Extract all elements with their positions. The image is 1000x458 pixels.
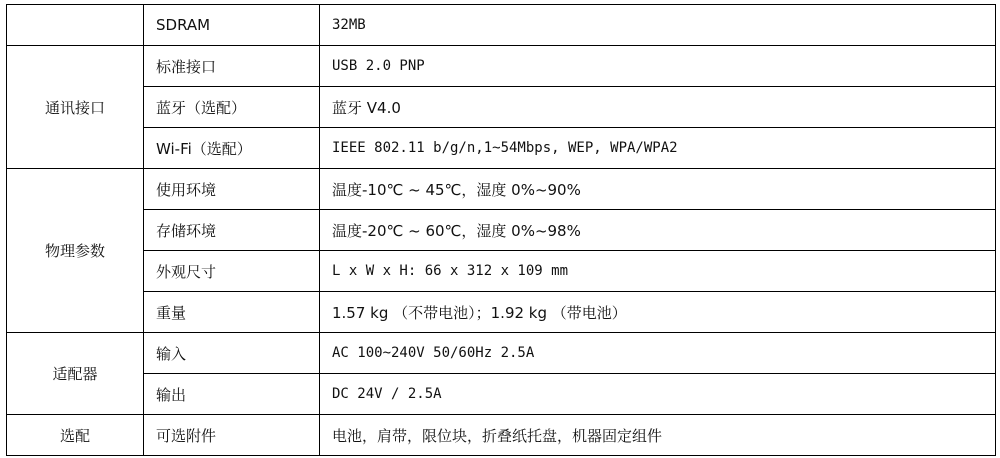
- table-row: [7, 374, 996, 415]
- table-row: [7, 333, 996, 374]
- group-label: 物理参数: [7, 169, 144, 333]
- table-row: [7, 87, 996, 128]
- param-value: USB 2.0 PNP: [320, 46, 996, 87]
- param-name: 输出: [144, 374, 320, 415]
- param-name: Wi-Fi（选配）: [144, 128, 320, 169]
- param-value: 电池，肩带，限位块，折叠纸托盘，机器固定组件: [320, 415, 996, 456]
- group-label: 适配器: [7, 333, 144, 415]
- param-value: 温度-20℃ ~ 60℃，湿度 0%~98%: [320, 210, 996, 251]
- table-row: [7, 169, 996, 210]
- param-value: 蓝牙 V4.0: [320, 87, 996, 128]
- table-row: [7, 210, 996, 251]
- param-name: 输入: [144, 333, 320, 374]
- table-row: [7, 415, 996, 456]
- table-row: [7, 128, 996, 169]
- param-name: 外观尺寸: [144, 251, 320, 292]
- param-name: 标准接口: [144, 46, 320, 87]
- spec-table: [6, 4, 996, 456]
- param-name: 可选附件: [144, 415, 320, 456]
- param-name: 重量: [144, 292, 320, 333]
- table-row: [7, 5, 996, 46]
- param-name: 使用环境: [144, 169, 320, 210]
- param-name: SDRAM: [144, 5, 320, 46]
- param-value: IEEE 802.11 b/g/n,1~54Mbps, WEP, WPA/WPA2: [320, 128, 996, 169]
- table-row: [7, 251, 996, 292]
- param-name: 蓝牙（选配）: [144, 87, 320, 128]
- table-row: [7, 292, 996, 333]
- param-value: DC 24V / 2.5A: [320, 374, 996, 415]
- param-value: AC 100~240V 50/60Hz 2.5A: [320, 333, 996, 374]
- group-label: 通讯接口: [7, 46, 144, 169]
- param-value: L x W x H: 66 x 312 x 109 mm: [320, 251, 996, 292]
- param-value: 1.57 kg （不带电池）；1.92 kg （带电池）: [320, 292, 996, 333]
- group-label: 选配: [7, 415, 144, 456]
- param-value: 32MB: [320, 5, 996, 46]
- group-cell: [7, 5, 144, 46]
- param-name: 存储环境: [144, 210, 320, 251]
- param-value: 温度-10℃ ~ 45℃，湿度 0%~90%: [320, 169, 996, 210]
- table-row: [7, 46, 996, 87]
